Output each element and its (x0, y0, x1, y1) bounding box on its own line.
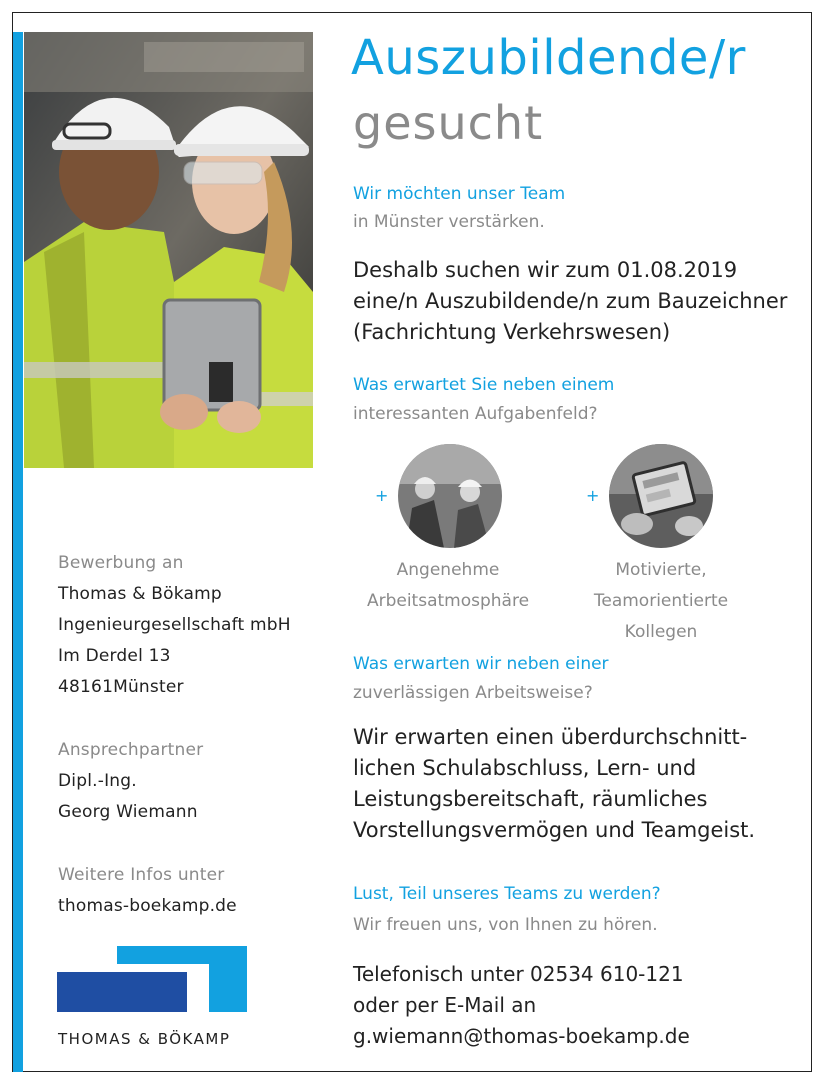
offer-line: Deshalb suchen wir zum 01.08.2019 (353, 258, 738, 282)
logo-graphic (57, 946, 247, 1012)
plus-icon: + (586, 486, 600, 505)
require-question (353, 650, 609, 708)
benefit-caption-line: Angenehme (396, 560, 500, 580)
hero-photo-illustration (24, 32, 313, 468)
benefit-caption-line: Motivierte, (615, 560, 707, 580)
benefit-caption-line: Kollegen (624, 622, 698, 642)
info-block (58, 860, 237, 922)
hero-photo (24, 32, 313, 468)
logo-text: THOMAS & BÖKAMP (58, 1030, 231, 1048)
team-photo-illustration (398, 444, 502, 548)
tablet-photo-illustration (609, 444, 713, 548)
contact-email[interactable]: g.wiemann@thomas-boekamp.de (353, 1024, 690, 1048)
offer-line: (Fachrichtung Verkehrswesen) (353, 320, 671, 344)
colleagues-photo-circle (609, 444, 713, 548)
address-line: Thomas & Bökamp (58, 584, 222, 604)
expect-blue: Was erwartet Sie neben einem (353, 375, 615, 395)
address-line: Ingenieurgesellschaft mbH (58, 615, 291, 635)
offer-line: eine/n Auszubildende/n zum Bauzeichner (353, 289, 788, 313)
contact-person-line: Georg Wiemann (58, 802, 198, 822)
offer-block (353, 255, 787, 348)
benefit-caption-atmosphere (353, 555, 543, 617)
requirements-line: lichen Schulabschluss, Lern- und (353, 756, 697, 780)
contact-label: Ansprechpartner (58, 740, 204, 760)
plus-icon: + (375, 486, 389, 505)
expect-question (353, 371, 614, 429)
address-line: 48161Münster (58, 677, 184, 697)
application-block (58, 548, 291, 703)
cta-block (353, 879, 661, 941)
benefit-caption-colleagues (566, 555, 756, 648)
company-logo-text (58, 1025, 230, 1053)
team-photo-circle (398, 444, 502, 548)
requirements-line: Leistungsbereitschaft, räumliches (353, 787, 708, 811)
contact-line: oder per E-Mail an (353, 993, 537, 1017)
contact-person-block (58, 735, 203, 828)
info-label: Weitere Infos unter (58, 865, 225, 885)
intro-gray: in Münster verstärken. (353, 212, 545, 232)
company-logo-mark (57, 946, 247, 1012)
expect-gray: interessanten Aufgabenfeld? (353, 404, 598, 424)
requirements-block (353, 722, 755, 846)
intro-block (353, 180, 565, 236)
benefit-caption-line: Arbeitsatmosphäre (366, 591, 530, 611)
application-label: Bewerbung an (58, 553, 184, 573)
headline: Auszubildende/r (351, 30, 746, 86)
intro-blue: Wir möchten unser Team (353, 184, 566, 204)
require-gray: zuverlässigen Arbeitsweise? (353, 683, 593, 703)
address-line: Im Derdel 13 (58, 646, 171, 666)
requirements-line: Vorstellungsvermögen und Teamgeist. (353, 818, 756, 842)
requirements-line: Wir erwarten einen überdurchschnitt- (353, 725, 748, 749)
subheadline: gesucht (353, 96, 544, 150)
contact-block (353, 959, 690, 1052)
website-link[interactable]: thomas-boekamp.de (58, 896, 237, 916)
contact-line: Telefonisch unter 02534 610-121 (353, 962, 684, 986)
cta-gray: Wir freuen uns, von Ihnen zu hören. (353, 915, 658, 935)
require-blue: Was erwarten wir neben einer (353, 654, 609, 674)
contact-person-line: Dipl.-Ing. (58, 771, 137, 791)
benefit-caption-line: Teamorientierte (593, 591, 729, 611)
accent-bar (13, 32, 23, 1072)
cta-blue: Lust, Teil unseres Teams zu werden? (353, 884, 661, 904)
